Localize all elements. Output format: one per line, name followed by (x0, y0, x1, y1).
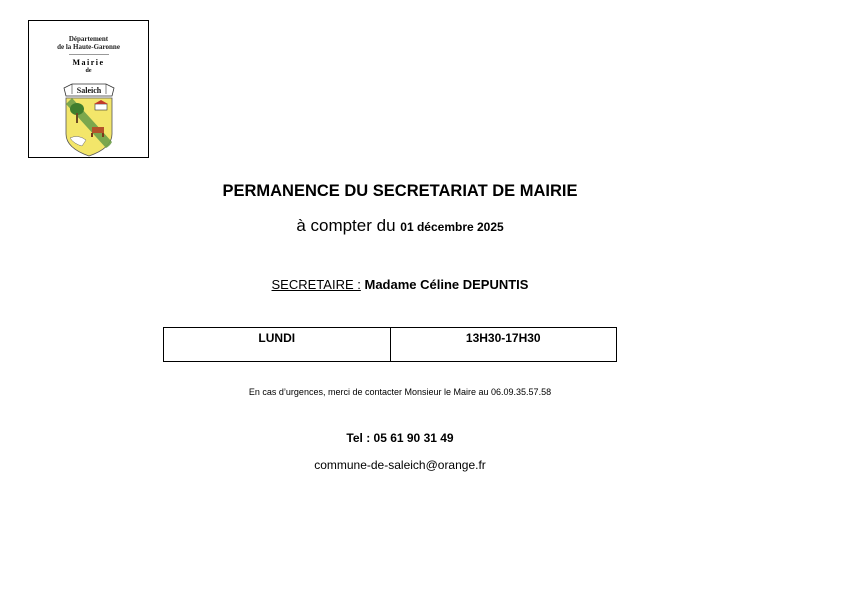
schedule-day: LUNDI (164, 328, 391, 362)
logo-mairie-text: Mairie (72, 58, 105, 67)
secretary-name: Madame Céline DEPUNTIS (364, 277, 529, 292)
logo-separator (69, 54, 109, 55)
phone-number: Tel : 05 61 90 31 49 (346, 431, 454, 445)
schedule-table (163, 327, 617, 362)
mairie-logo (28, 20, 149, 158)
saleich-coat-of-arms-icon (62, 82, 116, 158)
start-date-line (0, 216, 800, 236)
email-address: commune-de-saleich@orange.fr (314, 458, 486, 472)
logo-de-text: de (85, 68, 92, 74)
logo-department-line: Département (68, 35, 109, 43)
page-title: PERMANENCE DU SECRETARIAT DE MAIRIE (222, 182, 578, 200)
secretary-label: SECRETAIRE : (271, 277, 361, 292)
secretary-line (0, 277, 800, 292)
emergency-note: En cas d’urgences, merci de contacter Monsieur le Maire au 06.09.35.57.58 (248, 387, 552, 397)
start-date-prefix: à compter du (296, 216, 396, 235)
start-date: 01 décembre 2025 (400, 220, 504, 234)
schedule-hours: 13H30-17H30 (390, 328, 617, 362)
crest-commune-name: Saleich (76, 86, 102, 95)
table-row (164, 328, 617, 362)
logo-region-line: de la Haute-Garonne (57, 43, 120, 51)
